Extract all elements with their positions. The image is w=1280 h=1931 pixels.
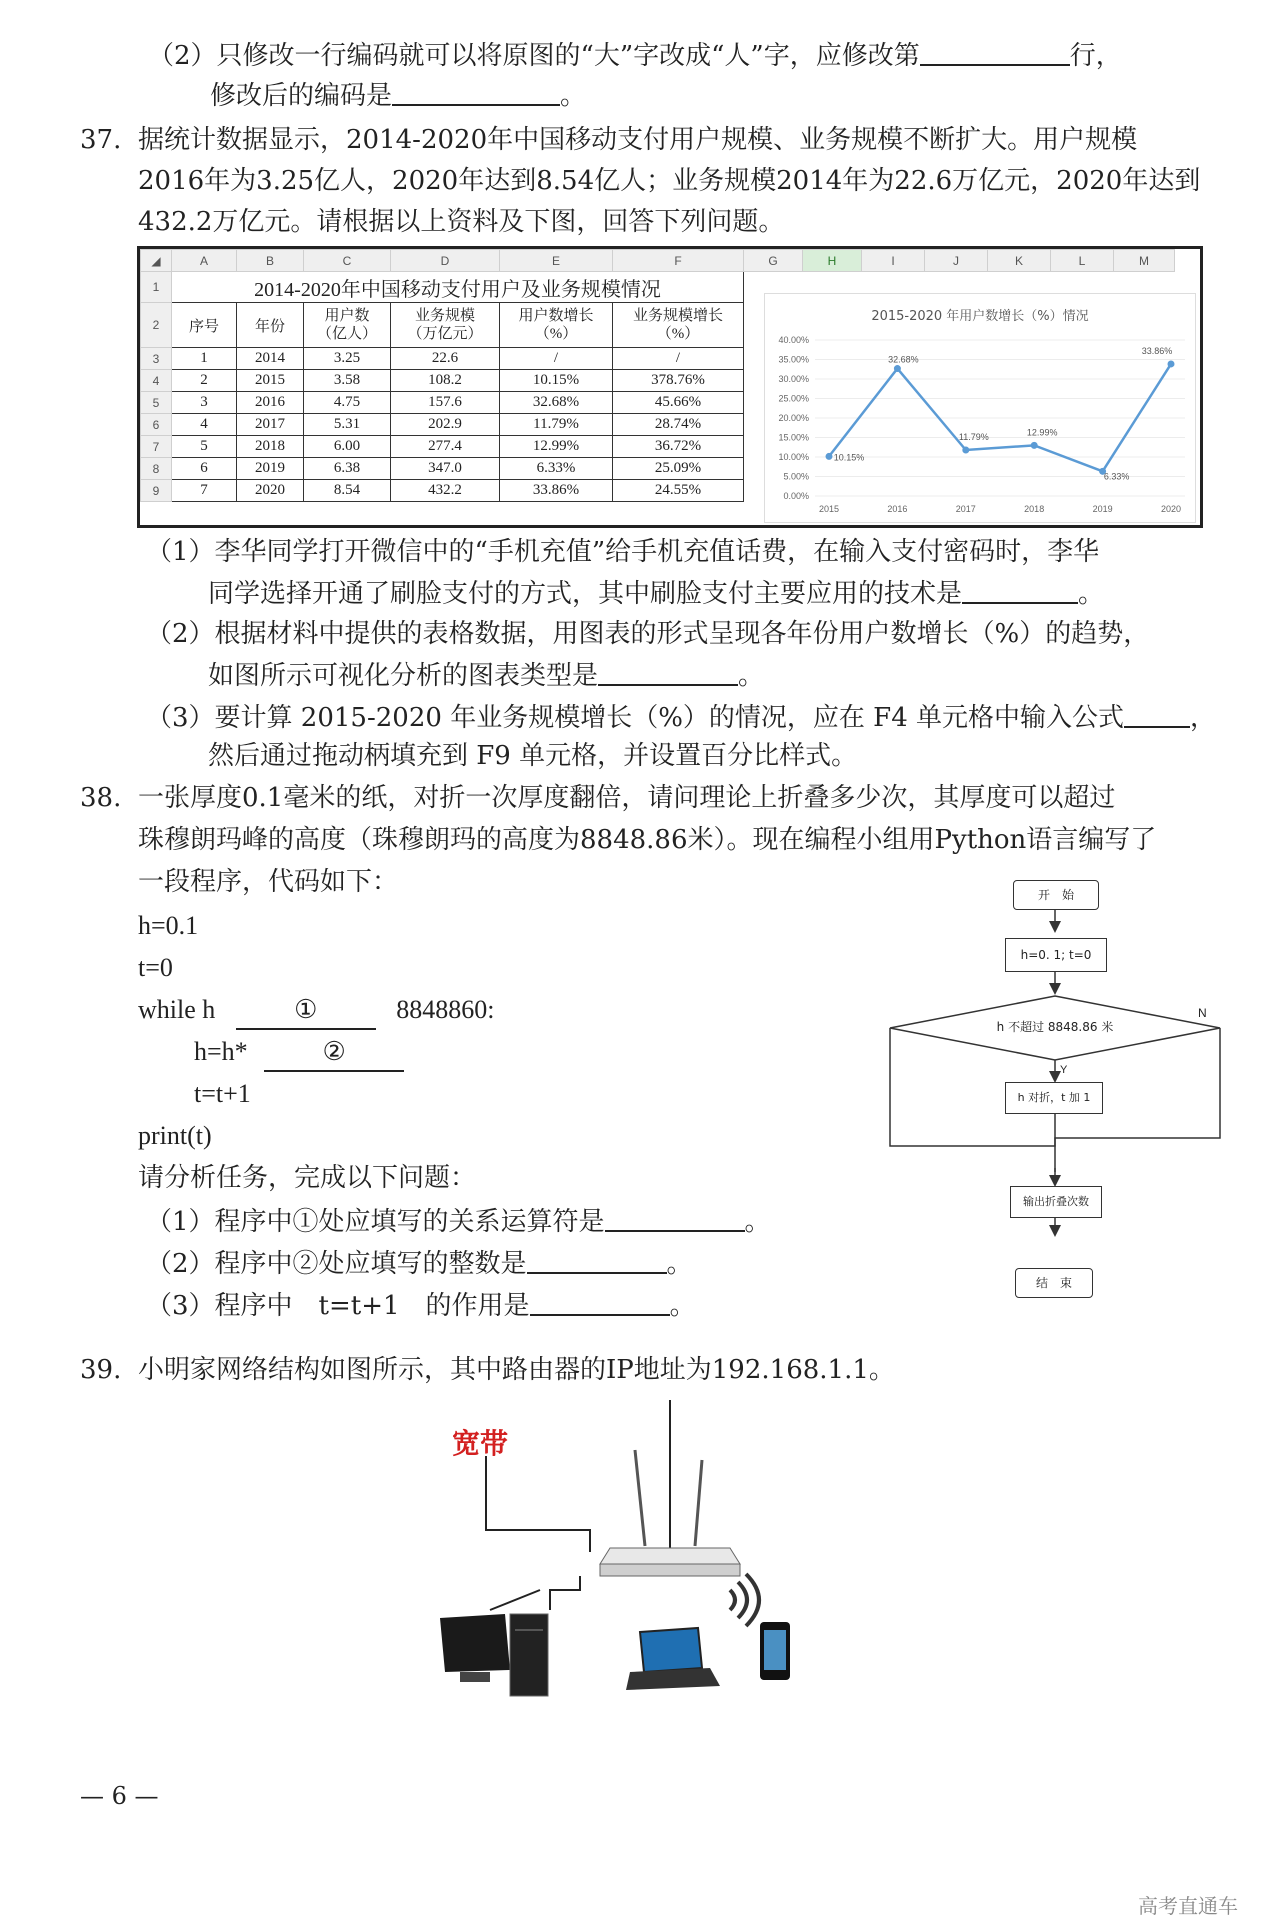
q36-blank-code[interactable] [392, 76, 560, 106]
q37-blank-tech[interactable] [962, 574, 1078, 604]
table-cell[interactable]: 5 [172, 436, 237, 458]
table-cell[interactable]: 33.86% [500, 480, 613, 502]
q37-blank-formula[interactable] [1124, 698, 1190, 728]
y-tick-label: 5.00% [783, 471, 809, 482]
table-cell[interactable]: 2014 [237, 348, 304, 370]
page-number: — 6 — [80, 1782, 159, 1810]
q38-task: 请分析任务，完成以下问题： [138, 1163, 477, 1193]
code-line-2: t=0 [138, 953, 173, 982]
network-diagram [430, 1400, 850, 1710]
table-cell[interactable]: 1 [172, 348, 237, 370]
q38-line1 [80, 780, 1115, 816]
q38-number: 38. [80, 783, 122, 813]
col-header[interactable]: M [1114, 250, 1175, 272]
data-point [962, 447, 969, 454]
x-tick-label: 2016 [887, 504, 908, 514]
q38-line3: 一段程序，代码如下： [138, 867, 399, 897]
q38-sub3-text: （3）程序中 t=t+1 的作用是 [146, 1291, 530, 1321]
q39-line1 [80, 1352, 895, 1388]
q37-sub3-a [146, 698, 1216, 736]
code-assign: h=h* [194, 1037, 248, 1066]
code-line-6: print(t) [138, 1121, 212, 1150]
phone-icon [760, 1622, 790, 1680]
header-cell[interactable]: 年份 [237, 303, 304, 348]
table-cell[interactable]: 2020 [237, 480, 304, 502]
code-blank-1[interactable]: ① [236, 992, 376, 1030]
col-header-selected[interactable]: H [803, 250, 862, 272]
q36-line1-text: （2）只修改一行编码就可以将原图的“大”字改成“人”字，应修改第 [148, 41, 920, 71]
table-cell[interactable]: 157.6 [391, 392, 500, 414]
data-point [894, 365, 901, 372]
y-tick-label: 0.00% [783, 491, 809, 501]
q36-line1-post: 行， [1069, 41, 1122, 71]
row-number[interactable]: 5 [141, 392, 172, 414]
table-cell[interactable]: 45.66% [613, 392, 744, 414]
line-chart-svg [765, 294, 1195, 522]
flow-yes-label: Y [1060, 1064, 1068, 1076]
y-tick-label: 30.00% [778, 374, 809, 384]
corner-cell: ◢ [141, 250, 172, 272]
column-header-row [141, 250, 1175, 272]
table-cell[interactable]: 2018 [237, 436, 304, 458]
q38-sub2-post: 。 [666, 1249, 693, 1279]
col-header[interactable]: F [613, 250, 744, 272]
q37-line3: 432.2万亿元。请根据以上资料及下图，回答下列问题。 [138, 207, 785, 237]
table-cell[interactable]: 25.09% [613, 458, 744, 480]
header-cell[interactable]: 用户数增长 （%） [500, 303, 613, 348]
col-header[interactable]: G [744, 250, 803, 272]
table-cell[interactable]: 2 [172, 370, 237, 392]
data-point [1031, 442, 1038, 449]
laptop-icon [626, 1628, 720, 1690]
flow-init: h=0. 1; t=0 [1005, 938, 1107, 972]
table-cell[interactable]: 347.0 [391, 458, 500, 480]
q37-line2: 2016年为3.25亿人，2020年达到8.54亿人；业务规模2014年为22.6万亿元，2020年达到 [138, 166, 1201, 196]
q37-sub3-a-text: （3）要计算 2015-2020 年业务规模增长（%）的情况，应在 F4 单元格中输入公式 [146, 703, 1125, 733]
table-cell[interactable]: 3.58 [304, 370, 391, 392]
desktop-computer-icon [440, 1614, 548, 1696]
q36-line2 [210, 76, 586, 114]
x-tick-label: 2020 [1160, 504, 1182, 514]
table-cell[interactable]: 2019 [237, 458, 304, 480]
table-cell[interactable]: 432.2 [391, 480, 500, 502]
watermark: 高考直通车 [1138, 1896, 1238, 1918]
flow-no-label: N [1198, 1006, 1207, 1020]
q38-sub1-post: 。 [744, 1207, 771, 1237]
table-title[interactable]: 2014-2020年中国移动支付用户及业务规模情况 [172, 272, 744, 303]
table-cell[interactable]: 22.6 [391, 348, 500, 370]
flow-start: 开 始 [1013, 880, 1099, 910]
table-cell[interactable]: 8.54 [304, 480, 391, 502]
code-line-5: t=t+1 [194, 1079, 251, 1108]
q38-line2: 珠穆朗玛峰的高度（珠穆朗玛的高度为8848.86米）。现在编程小组用Python语言编写了 [138, 825, 1157, 855]
q37-line1 [80, 122, 1137, 158]
q38-sub1-text: （1）程序中①处应填写的关系运算符是 [146, 1207, 605, 1237]
data-label: 33.86% [1141, 345, 1173, 356]
header-cell[interactable]: 序号 [172, 303, 237, 348]
table-cell[interactable]: 24.55% [613, 480, 744, 502]
table-cell[interactable]: 277.4 [391, 436, 500, 458]
table-cell[interactable]: 4 [172, 414, 237, 436]
col-header[interactable]: E [500, 250, 613, 272]
table-cell[interactable]: 2015 [237, 370, 304, 392]
y-tick-label: 35.00% [778, 354, 809, 365]
data-label: 6.33% [1103, 471, 1130, 482]
q38-text1: 一张厚度0.1毫米的纸，对折一次厚度翻倍，请问理论上折叠多少次，其厚度可以超过 [138, 783, 1116, 813]
broadband-label: 宽带 [452, 1427, 509, 1460]
data-label: 11.79% [958, 432, 989, 443]
col-header[interactable]: C [304, 250, 391, 272]
row-number[interactable]: 8 [141, 458, 172, 480]
table-cell[interactable]: 5.31 [304, 414, 391, 436]
table-cell[interactable]: 28.74% [613, 414, 744, 436]
table-cell[interactable]: 108.2 [391, 370, 500, 392]
q37-sub1-b [208, 574, 1104, 612]
code-target: 8848860: [396, 995, 495, 1024]
q39-number: 39. [80, 1355, 122, 1385]
chart-title: 2015-2020 年用户数增长（%）情况 [871, 309, 1089, 324]
y-tick-label: 20.00% [778, 413, 809, 423]
q37-sub3-a-post: ， [1190, 703, 1217, 733]
col-header[interactable]: J [925, 250, 988, 272]
table-cell[interactable]: 6.33% [500, 458, 613, 480]
q38-sub2-text: （2）程序中②处应填写的整数是 [146, 1249, 527, 1279]
table-cell[interactable]: 3 [172, 392, 237, 414]
q37-sub2-b [208, 656, 764, 694]
code-line-4 [194, 1034, 404, 1072]
col-header[interactable]: D [391, 250, 500, 272]
table-cell[interactable]: 10.15% [500, 370, 613, 392]
q36-line2-post: 。 [560, 81, 587, 111]
row-number[interactable]: 1 [141, 272, 172, 303]
table-cell[interactable]: 6 [172, 458, 237, 480]
code-while: while h [138, 995, 216, 1024]
q37-sub2-b-text: 如图所示可视化分析的图表类型是 [208, 661, 599, 691]
col-header[interactable]: I [862, 250, 925, 272]
q36-line2-text: 修改后的编码是 [210, 81, 393, 111]
q38-blank-integer[interactable] [527, 1244, 667, 1274]
q38-blank-operator[interactable] [605, 1202, 745, 1232]
data-label: 32.68% [888, 354, 919, 365]
table-cell[interactable]: 2016 [237, 392, 304, 414]
x-tick-label: 2018 [1024, 504, 1045, 514]
x-tick-label: 2017 [955, 504, 976, 514]
y-tick-label: 10.00% [778, 452, 809, 462]
x-tick-label: 2015 [818, 504, 840, 514]
q37-blank-charttype[interactable] [598, 656, 738, 686]
spreadsheet [137, 246, 1203, 528]
y-tick-label: 25.00% [778, 393, 809, 404]
table-cell[interactable]: 32.68% [500, 392, 613, 414]
data-label: 12.99% [1026, 427, 1058, 438]
header-cell[interactable]: 用户数 （亿人） [304, 303, 391, 348]
header-cell[interactable]: 业务规模增长 （%） [613, 303, 744, 348]
wifi-icon [730, 1574, 759, 1626]
q38-blank-purpose[interactable] [530, 1286, 670, 1316]
q37-sub1-b-text: 同学选择开通了刷脸支付的方式，其中刷脸支付主要应用的技术是 [208, 579, 963, 609]
flow-body: h 对折，t 加 1 [1005, 1082, 1103, 1114]
flow-condition: h 不超过 8848.86 米 [996, 1020, 1114, 1034]
col-header[interactable]: K [988, 250, 1051, 272]
x-tick-label: 2019 [1092, 504, 1113, 514]
q39-text: 小明家网络结构如图所示，其中路由器的IP地址为192.168.1.1。 [138, 1355, 895, 1385]
row-number[interactable]: 6 [141, 414, 172, 436]
q36-line1 [148, 36, 1122, 74]
table-cell[interactable]: / [613, 348, 744, 370]
code-line-3 [138, 992, 495, 1030]
table-cell[interactable]: / [500, 348, 613, 370]
row-number[interactable]: 2 [141, 303, 172, 348]
q37-sub2-a: （2）根据材料中提供的表格数据，用图表的形式呈现各年份用户数增长（%）的趋势， [146, 619, 1150, 649]
code-blank-2[interactable]: ② [264, 1034, 404, 1072]
q37-number: 37. [80, 125, 122, 155]
table-cell[interactable]: 11.79% [500, 414, 613, 436]
q37-sub3-b: 然后通过拖动柄填充到 F9 单元格，并设置百分比样式。 [208, 741, 858, 771]
data-label: 10.15% [833, 452, 865, 463]
q38-sub3 [146, 1286, 696, 1324]
table-cell[interactable]: 3.25 [304, 348, 391, 370]
row-number[interactable]: 7 [141, 436, 172, 458]
q37-text1: 据统计数据显示，2014-2020年中国移动支付用户规模、业务规模不断扩大。用户规模 [138, 125, 1138, 155]
q37-sub2-b-post: 。 [738, 661, 765, 691]
col-header[interactable]: A [172, 250, 237, 272]
data-point [826, 453, 833, 460]
q36-blank-row[interactable] [920, 36, 1070, 66]
flow-end: 结 束 [1015, 1268, 1093, 1298]
q38-sub1 [146, 1202, 771, 1240]
flowchart [880, 868, 1240, 1308]
table-cell[interactable]: 36.72% [613, 436, 744, 458]
table-cell[interactable]: 378.76% [613, 370, 744, 392]
line-chart [764, 293, 1196, 523]
q38-sub2 [146, 1244, 693, 1282]
y-tick-label: 40.00% [778, 335, 809, 345]
table-cell[interactable]: 7 [172, 480, 237, 502]
y-tick-label: 15.00% [778, 432, 809, 443]
flow-output: 输出折叠次数 [1010, 1186, 1102, 1218]
row-number[interactable]: 3 [141, 348, 172, 370]
table-cell[interactable]: 12.99% [500, 436, 613, 458]
header-cell[interactable]: 业务规模 （万亿元） [391, 303, 500, 348]
col-header[interactable]: B [237, 250, 304, 272]
q38-sub3-post: 。 [669, 1291, 696, 1321]
q37-sub1-b-post: 。 [1078, 579, 1105, 609]
code-line-1: h=0.1 [138, 911, 199, 940]
table-cell[interactable]: 2017 [237, 414, 304, 436]
table-cell[interactable]: 6.00 [304, 436, 391, 458]
col-header[interactable]: L [1051, 250, 1114, 272]
table-cell[interactable]: 6.38 [304, 458, 391, 480]
data-point [1168, 360, 1175, 367]
q37-sub1-a: （1）李华同学打开微信中的“手机充值”给手机充值话费，在输入支付密码时，李华 [146, 537, 1100, 567]
row-number[interactable]: 9 [141, 480, 172, 502]
table-cell[interactable]: 202.9 [391, 414, 500, 436]
table-cell[interactable]: 4.75 [304, 392, 391, 414]
row-number[interactable]: 4 [141, 370, 172, 392]
